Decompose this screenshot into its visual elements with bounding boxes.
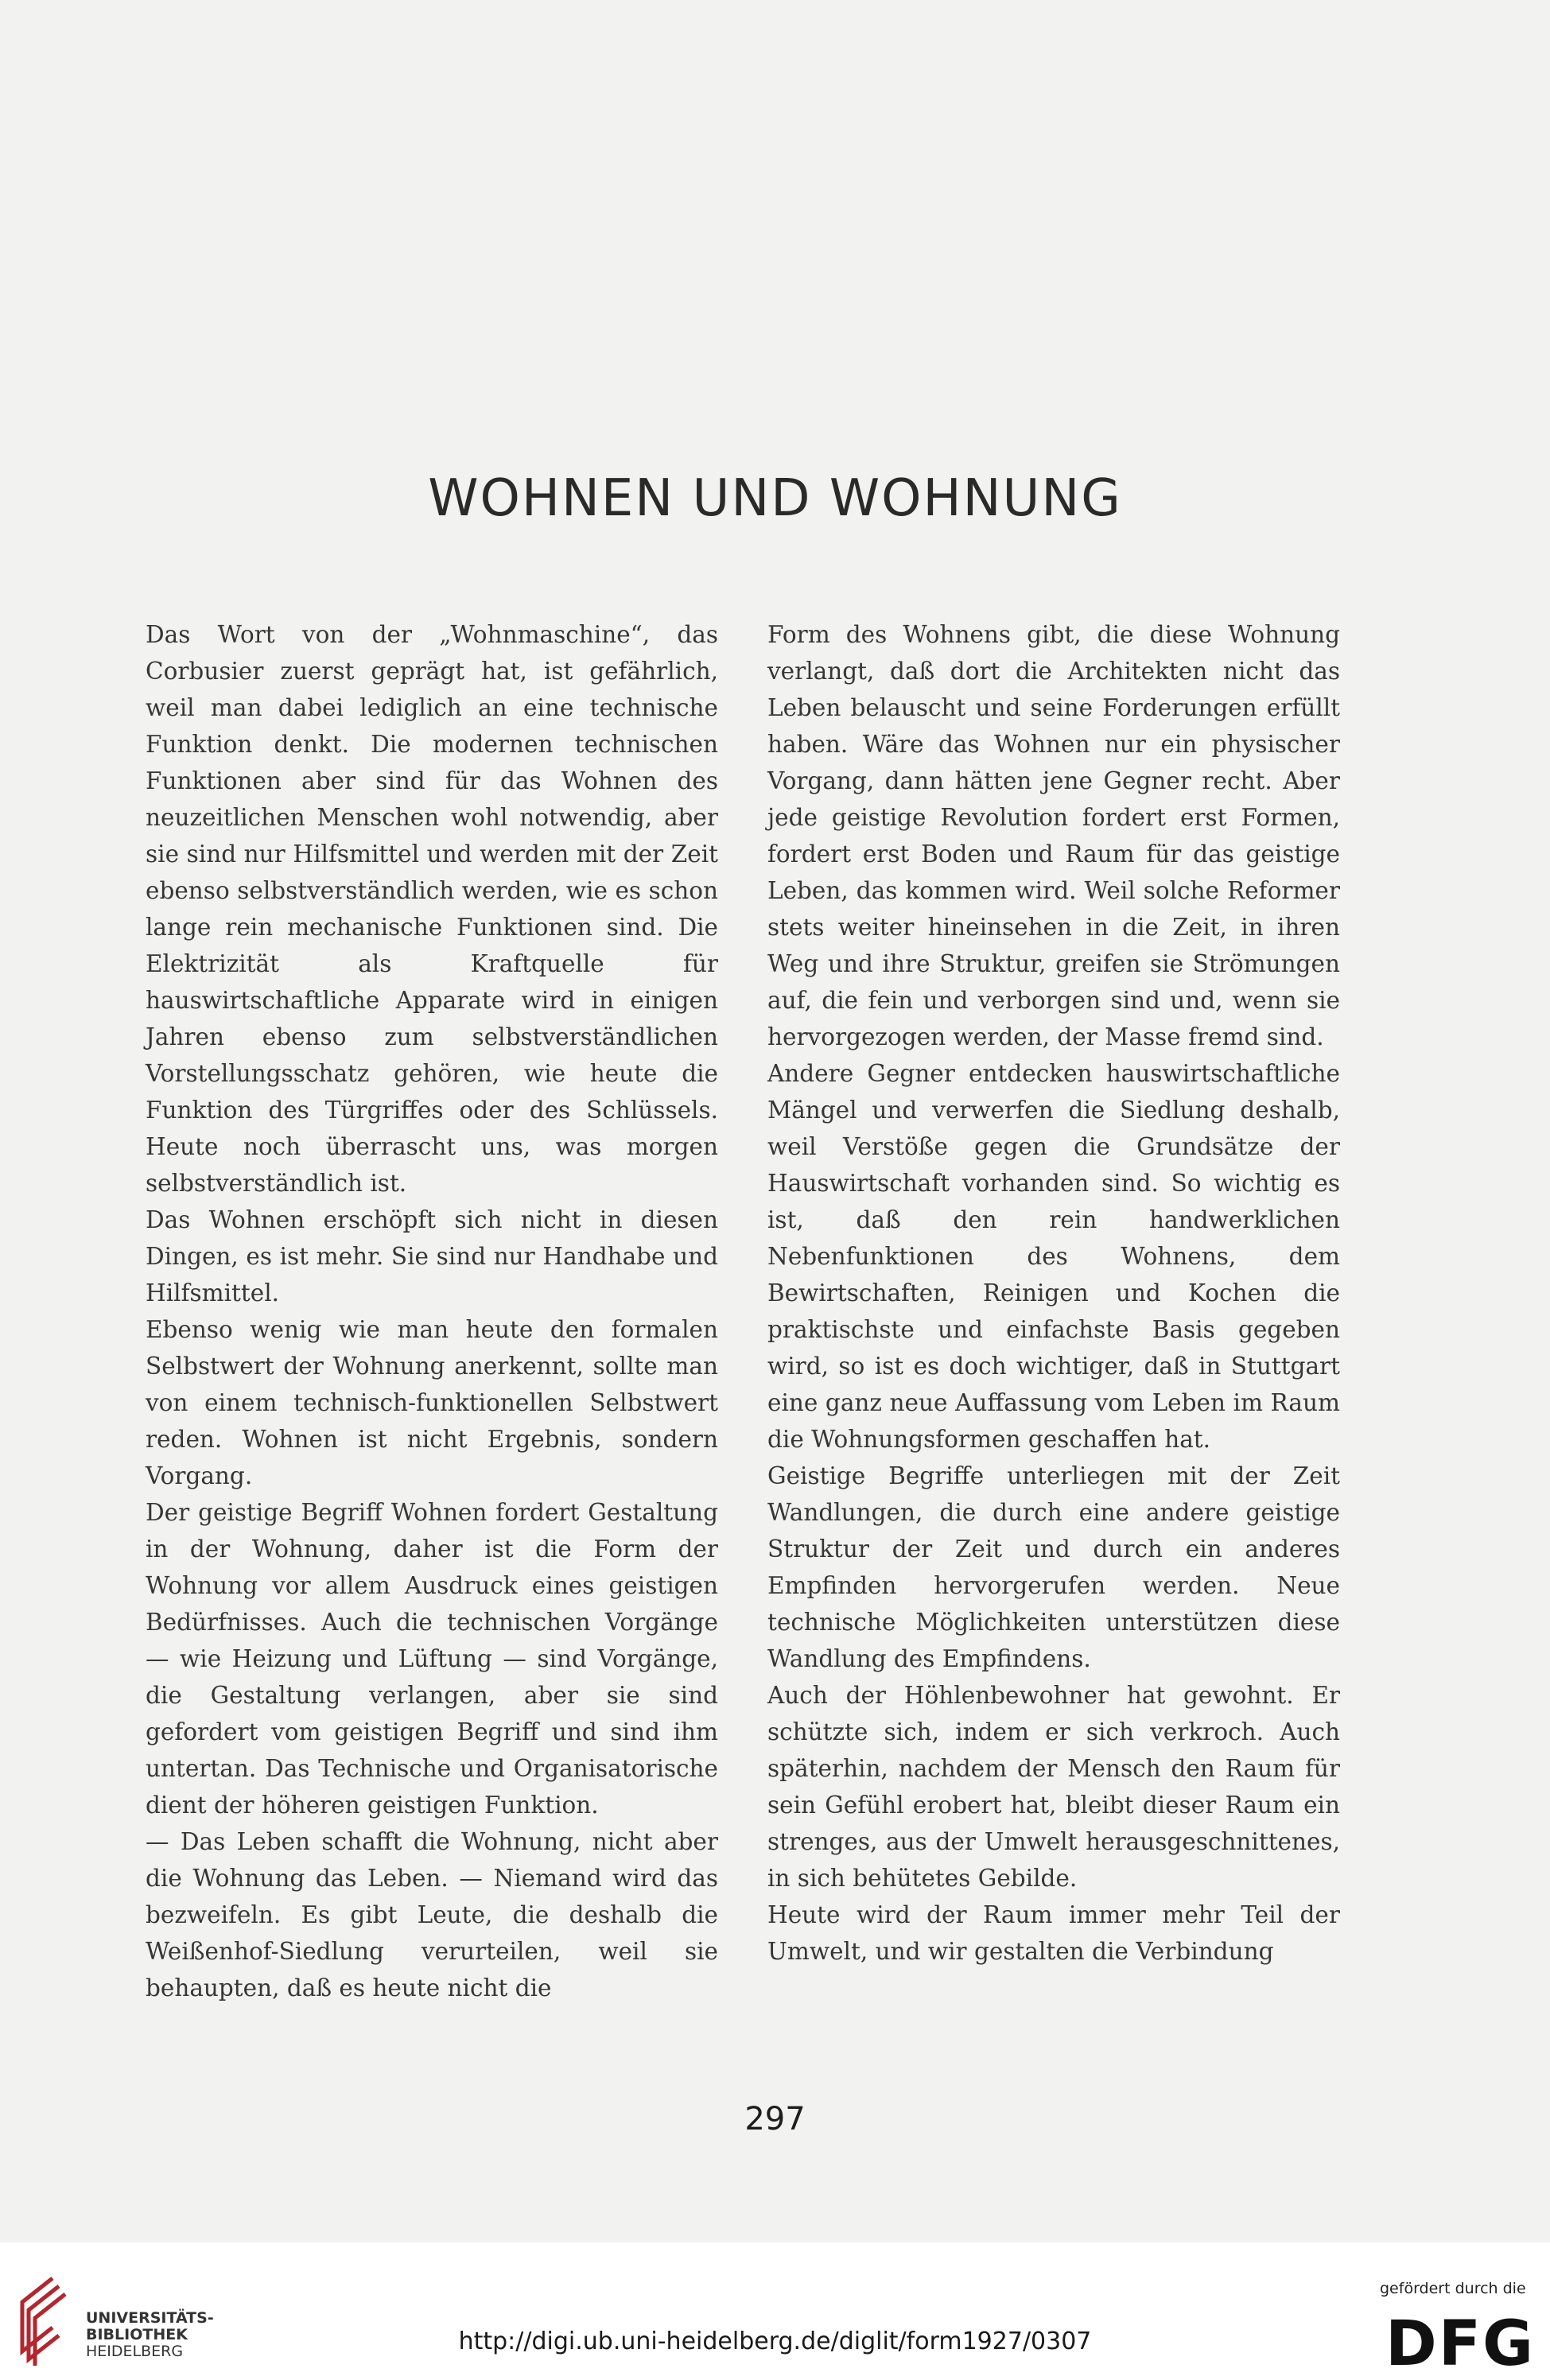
library-name-line: BIBLIOTHEK [86,2326,188,2343]
article-title: WOHNEN UND WOHNUNG [428,469,1122,528]
funder-label: gefördert durch die [1380,2280,1526,2297]
paragraph: Auch der Höhlenbewohner hat gewohnt. Er schützte sich, indem er sich verkroch. Auch späterhin, nachdem der Mensch den Raum für sein Gefühl erobert hat, bleibt dieser Raum ein strenges, aus der Umwelt herausgeschnittenes, in sich behütetes Gebilde. [767,1682,1340,1892]
paragraph: — Das Leben schafft die Wohnung, nicht aber die Wohnung das Leben. — Niemand wird das bezweifeln. Es gibt Leute, die deshalb die Weißenhof-Siedlung verurteilen, weil sie behaupten, daß es heute nicht die [146,1828,718,2001]
page-number: 297 [744,2101,806,2137]
digitization-footer [0,2242,1550,2380]
library-name-line: UNIVERSITÄTS- [86,2309,214,2327]
dfg-logo: DFG [1385,2308,1536,2380]
text-column-left [146,616,718,2006]
paragraph: Andere Gegner entdecken hauswirtschaftliche Mängel und verwerfen die Siedlung deshalb, weil Verstöße gegen die Grundsätze der Hauswirtschaft vorhanden sind. So wichtig es ist, daß den rein handwerklichen Nebenfunktionen des Wohnens, dem Bewirtschaften, Reinigen und Kochen die praktischste und einfachste Basis gegeben wird, so ist es doch wichtiger, daß in Stuttgart eine ganz neue Auffassung vom Leben im Raum die Wohnungsformen geschaffen hat. [767,1060,1340,1453]
paragraph: Das Wohnen erschöpft sich nicht in diesen Dingen, es ist mehr. Sie sind nur Handhabe und Hilfsmittel. [146,1206,718,1306]
paragraph: Geistige Begriffe unterliegen mit der Zeit Wandlungen, die durch eine andere geistige Struktur der Zeit und durch ein anderes Empfinden hervorgerufen werden. Neue technische Möglichkeiten unterstützen diese Wandlung des Empfindens. [767,1462,1340,1672]
source-url-link[interactable]: http://digi.ub.uni-heidelberg.de/diglit/form1927/0307 [458,2328,1092,2355]
paragraph: Der geistige Begriff Wohnen fordert Gestaltung in der Wohnung, daher ist die Form der Wohnung vor allem Ausdruck eines geistigen Bedürfnisses. Auch die technischen Vorgänge — wie Heizung und Lüftung — sind Vorgänge, die Gestaltung verlangen, aber sie sind gefordert vom geistigen Begriff und sind ihm untertan. Das Technische und Organisatorische dient der höheren geistigen Funktion. [146,1499,718,1819]
paragraph: Ebenso wenig wie man heute den formalen Selbstwert der Wohnung anerkennt, sollte man von einem technisch-funktionellen Selbstwert reden. Wohnen ist nicht Ergebnis, sondern Vorgang. [146,1316,718,1489]
paragraph: Das Wort von der „Wohnmaschine“, das Corbusier zuerst geprägt hat, ist gefährlich, weil man dabei lediglich an eine technische Funktion denkt. Die modernen technischen Funktionen aber sind für das Wohnen des neuzeitlichen Menschen wohl notwendig, aber sie sind nur Hilfsmittel und werden mit der Zeit ebenso selbstverständlich werden, wie es schon lange rein mechanische Funktionen sind. Die Elektrizität als Kraftquelle für hauswirtschaftliche Apparate wird in einigen Jahren ebenso zum selbstverständlichen Vorstellungsschatz gehören, wie heute die Funktion des Türgriffes oder des Schlüssels. Heute noch überrascht uns, was morgen selbstverständlich ist. [146,621,718,1197]
paragraph: Heute wird der Raum immer mehr Teil der Umwelt, und wir gestalten die Verbindung [767,1901,1340,1965]
text-column-right [767,616,1340,1970]
library-name-line: HEIDELBERG [86,2343,184,2360]
paragraph: Form des Wohnens gibt, die diese Wohnung verlangt, daß dort die Architekten nicht das Leben belauscht und seine Forderungen erfüllt haben. Wäre das Wohnen nur ein physischer Vorgang, dann hätten jene Gegner recht. Aber jede geistige Revolution fordert erst Formen, fordert erst Boden und Raum für das geistige Leben, das kommen wird. Weil solche Reformer stets weiter hineinsehen in die Zeit, in ihren Weg und ihre Struktur, greifen sie Strömungen auf, die fein und verborgen sind und, wenn sie hervorgezogen werden, der Masse fremd sind. [767,621,1340,1050]
